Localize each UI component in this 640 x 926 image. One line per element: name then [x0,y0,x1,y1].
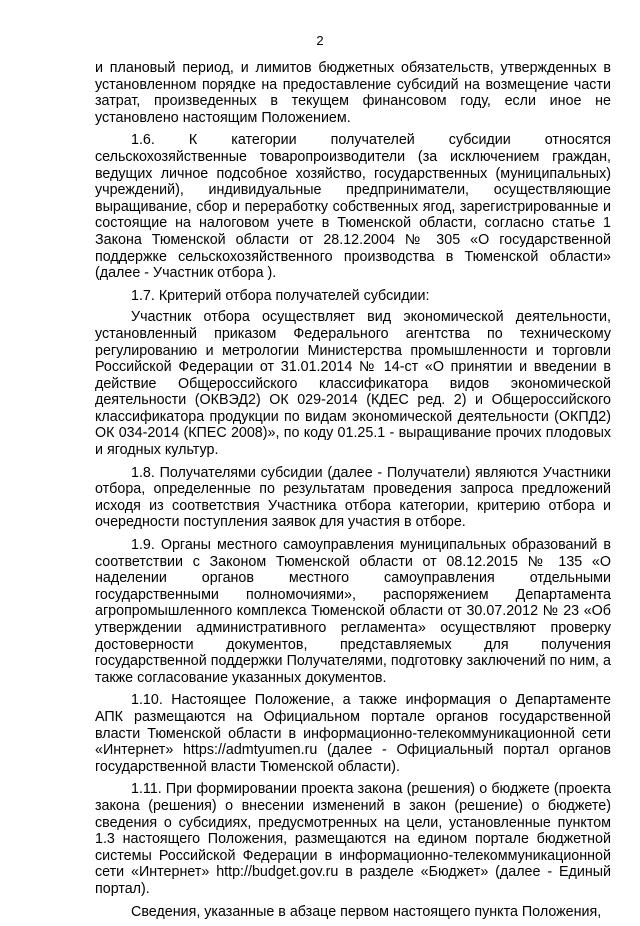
paragraph-1-8: 1.8. Получателями субсидии (далее - Получатели) являются Участники отбора, определенные по результатам проведения запроса предложений исходя из соответствия Участника отбора категории, критерию отбора и очередности поступления заявок для участия в отборе. [95,464,611,531]
page-number: 2 [316,33,324,48]
paragraph-1-11: 1.11. При формировании проекта закона (решения) о бюджете (проекта закона (решения) о внесении изменений в закон (решение) о бюджете) сведения о субсидиях, предусмотренных на цели, установленные пунктом 1.3 настоящего Положения, размещаются на едином портале бюджетной системы Российской Федерации в информационно-телекоммуникационной сети «Интернет» http://budget.gov.ru в разделе «Бюджет» (далее - Единый портал). [95,781,611,897]
paragraph-1-7: 1.7. Критерий отбора получателей субсидии: [131,287,430,304]
paragraph-1-11-continued: Сведения, указанные в абзаце первом настоящего пункта Положения, [131,903,602,920]
paragraph-1-9: 1.9. Органы местного самоуправления муниципальных образований в соответствии с Законом Тюменской области от 08.12.2015 № 135 «О наделении органов местного самоуправления отдельными государственными полномочиями», распоряжением Департамента агропромышленного комплекса Тюменской области от 30.07.2012 № 23 «Об утверждении административного регламента» осуществляют проверку достоверности документов, представляемых для получения государственной поддержки Получателями, подготовку заключений по ним, а также согласование указанных документов. [95,537,611,686]
paragraph-continuation: и плановый период, и лимитов бюджетных обязательств, утвержденных в установленном порядке на предоставление субсидий на возмещение части затрат, произведенных в текущем финансовом году, если иное не установлено настоящим Положением. [95,60,611,126]
document-body [95,60,611,926]
paragraph-1-10: 1.10. Настоящее Положение, а также информация о Департаменте АПК размещаются на Официальном портале органов государственной власти Тюменской области в информационно-телекоммуникационной сети «Интернет» https://admtyumen.ru (далее - Официальный портал органов государственной власти Тюменской области). [95,692,611,775]
paragraph-1-7-criterion: Участник отбора осуществляет вид экономической деятельности, установленный приказом Федерального агентства по техническому регулированию и метрологии Министерства промышленности и торговли Российской Федерации от 31.01.2014 № 14-ст «О принятии и введении в действие Общероссийского классификатора видов экономической деятельности (ОКВЭД2) ОК 029-2014 (КДЕС ред. 2) и Общероссийского классификатора продукции по видам экономической деятельности (ОКПД2) ОК 034-2014 (КПЕС 2008)», по коду 01.25.1 - выращивание прочих плодовых и ягодных культур. [95,309,611,459]
paragraph-1-6: 1.6. К категории получателей субсидии относятся сельскохозяйственные товаропроизводители (за исключением граждан, ведущих личное подсобное хозяйство, государственных (муниципальных) учреждений), индивидуальные предприниматели, осуществляющие выращивание, сбор и переработку собственных ягод, зарегистрированные и состоящие на налоговом учете в Тюменской области, согласно статье 1 Закона Тюменской области от 28.12.2004 № 305 «О государственной поддержке сельскохозяйственного производства в Тюменской области» (далее - Участник отбора ). [95,132,611,282]
